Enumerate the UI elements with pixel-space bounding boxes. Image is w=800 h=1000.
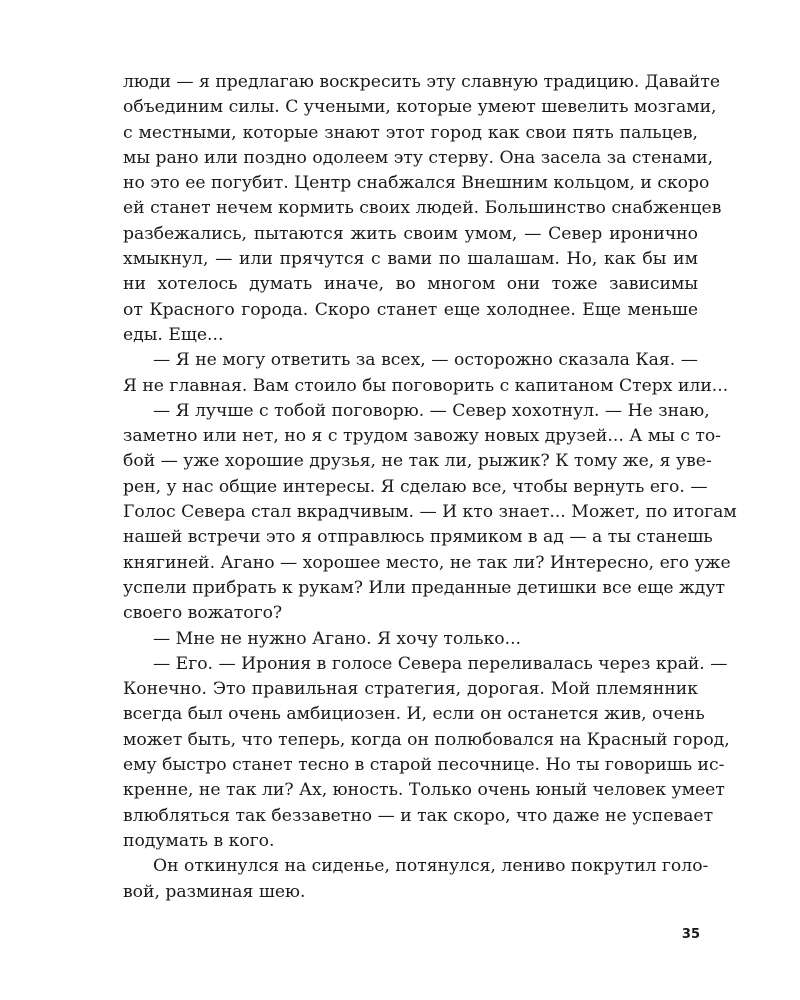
text-line: от Красного города. Скоро станет еще холоднее. Еще меньше <box>123 299 698 320</box>
text-line: но это ее погубит. Центр снабжался Внешним кольцом, и скоро <box>123 173 710 194</box>
text-line: Голос Севера стал вкрадчивым. — И кто знает... Может, по итогам <box>123 502 737 523</box>
text-line: мы рано или поздно одолеем эту стерву. Она засела за стенами, <box>123 147 714 168</box>
text-line: еды. Еще... <box>123 324 224 345</box>
text-line: ни хотелось думать иначе, во многом они тоже зависимы <box>123 274 698 295</box>
page-number: 35 <box>681 927 700 942</box>
text-line: рен, у нас общие интересы. Я сделаю все, чтобы вернуть его. — <box>123 476 708 497</box>
text-line: заметно или нет, но я с трудом завожу новых друзей... А мы с то- <box>123 426 721 447</box>
body-text <box>123 70 737 905</box>
text-line: бой — уже хорошие друзья, не так ли, рыжик? К тому же, я уве- <box>123 451 712 472</box>
text-line: люди — я предлагаю воскресить эту славную традицию. Давайте <box>123 72 721 92</box>
text-line: нашей встречи это я отправлюсь прямиком в ад — а ты станешь <box>123 527 713 548</box>
text-line: влюбляться так беззаветно — и так скоро, что даже не успевает <box>123 805 714 826</box>
text-line: разбежались, пытаются жить своим умом, — Север иронично <box>123 223 698 244</box>
text-line: своего вожатого? <box>123 603 283 624</box>
text-line: кренне, не так ли? Ах, юность. Только очень юный человек умеет <box>123 780 725 801</box>
text-line: Я не главная. Вам стоило бы поговорить с капитаном Стерх или... <box>123 375 729 396</box>
text-line: — Его. — Ирония в голосе Севера переливалась через край. — <box>153 653 728 674</box>
text-line: всегда был очень амбициозен. И, если он останется жив, очень <box>123 704 705 725</box>
text-line: может быть, что теперь, когда он полюбовался на Красный город, <box>123 729 730 750</box>
text-line: ей станет нечем кормить своих людей. Большинство снабженцев <box>123 198 722 219</box>
text-line: Он откинулся на сиденье, потянулся, лениво покрутил голо- <box>153 856 709 877</box>
text-line: — Я лучше с тобой поговорю. — Север хохотнул. — Не знаю, <box>153 400 710 421</box>
text-line: — Я не могу ответить за всех, — осторожно сказала Кая. — <box>153 350 698 371</box>
text-line: Конечно. Это правильная стратегия, дорогая. Мой племянник <box>123 679 698 700</box>
text-line: успели прибрать к рукам? Или преданные детишки все еще ждут <box>123 577 726 598</box>
text-line: вой, разминая шею. <box>123 881 306 902</box>
text-line: с местными, которые знают этот город как свои пять пальцев, <box>123 122 698 143</box>
text-line: ему быстро станет тесно в старой песочнице. Но ты говоришь ис- <box>123 755 725 776</box>
text-line: подумать в кого. <box>123 830 275 851</box>
text-line: княгиней. Агано — хорошее место, не так ли? Интересно, его уже <box>123 552 731 573</box>
text-line: хмыкнул, — или прячутся с вами по шалашам. Но, как бы им <box>123 249 698 270</box>
text-line: — Мне не нужно Агано. Я хочу только... <box>153 628 522 649</box>
text-line: объединим силы. С учеными, которые умеют шевелить мозгами, <box>123 97 717 118</box>
